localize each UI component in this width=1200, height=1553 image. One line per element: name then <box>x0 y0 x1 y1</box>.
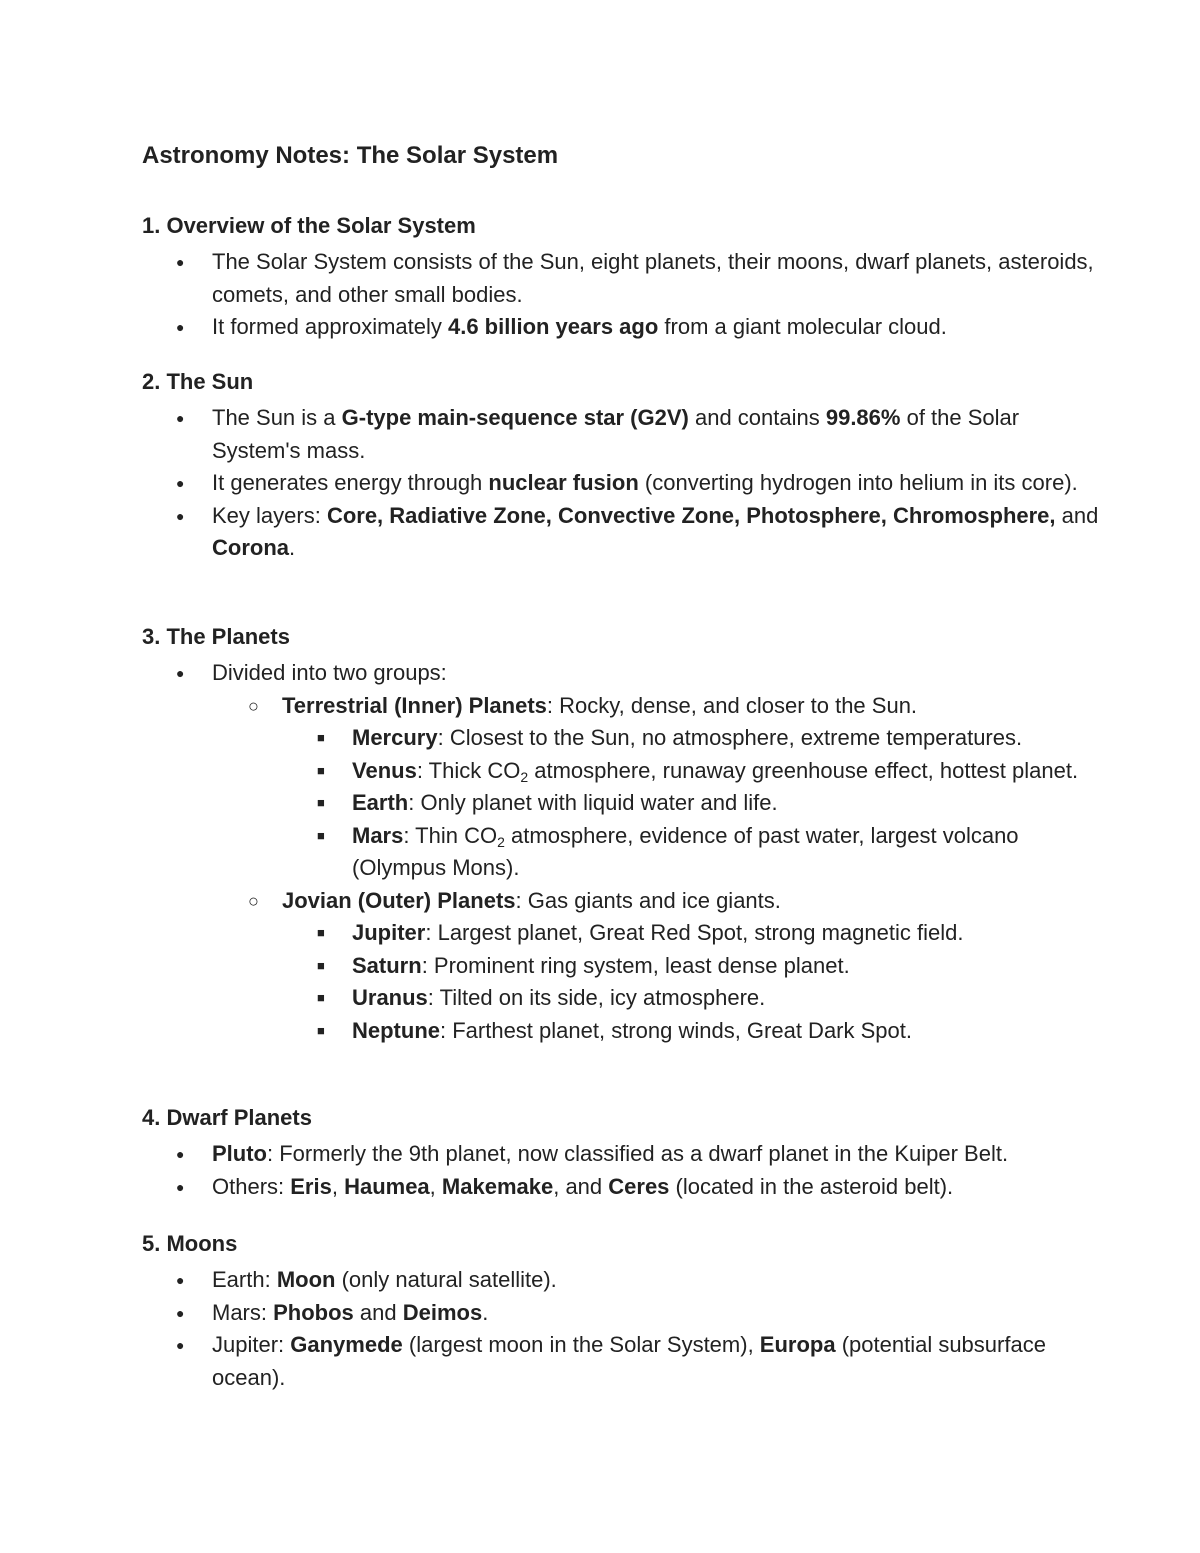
list-item <box>142 500 1102 565</box>
section-overview <box>142 210 1102 344</box>
square-bullet-icon: ■ <box>317 795 325 810</box>
item-keyword: Eris <box>290 1173 332 1199</box>
item-text: and <box>353 1299 403 1325</box>
item-keyword: Jupiter <box>352 920 426 945</box>
bullet-icon: ● <box>176 1272 185 1288</box>
section-the-sun <box>142 366 1102 565</box>
item-keyword: nuclear fusion <box>488 470 639 495</box>
item-keyword: Ganymede <box>290 1332 403 1357</box>
list-item <box>142 885 1102 918</box>
bullet-icon: ● <box>176 1337 185 1353</box>
item-keyword: Core, Radiative Zone, Convective Zone, Photosphere, Chromosphere, <box>326 502 1056 528</box>
item-text: atmosphere, evidence of past water, largest volcano (Olympus Mons). <box>352 822 1019 880</box>
item-text: : Farthest planet, strong winds, Great Dark Spot. <box>440 1017 912 1043</box>
item-text: : Largest planet, Great Red Spot, strong magnetic field. <box>425 920 964 945</box>
square-bullet-icon: ■ <box>317 990 325 1005</box>
item-text: Jupiter: <box>212 1332 291 1357</box>
subscript: 2 <box>520 768 529 785</box>
list-item <box>142 657 1102 690</box>
item-text: . <box>482 1299 489 1325</box>
item-keyword: G-type main-sequence star (G2V) <box>341 405 689 430</box>
list-item <box>142 1264 1102 1297</box>
item-keyword: Venus <box>352 757 417 783</box>
item-keyword: Jovian (Outer) Planets <box>282 887 516 913</box>
list-item <box>142 950 1102 983</box>
circle-bullet-icon: ○ <box>248 890 259 911</box>
item-keyword: Mercury <box>352 725 438 750</box>
item-text: Divided into two groups: <box>212 660 447 685</box>
item-text: . <box>289 535 296 560</box>
item-text: The Sun is a <box>212 405 342 430</box>
section-heading: 1. Overview of the Solar System <box>142 213 476 238</box>
list-item <box>142 917 1102 950</box>
item-keyword: Haumea <box>344 1173 430 1199</box>
item-text: The Solar System consists of the Sun, eight planets, their moons, dwarf planets, asteroids, comets, and other small bodies. <box>212 249 1094 307</box>
item-text: , <box>331 1173 345 1199</box>
list-item <box>142 1171 1102 1204</box>
item-keyword: Corona <box>212 535 289 560</box>
item-text: : Gas giants and ice giants. <box>515 887 781 913</box>
list-item <box>142 311 1102 344</box>
item-text: : Thin CO <box>403 822 498 848</box>
section-moons <box>142 1228 1102 1394</box>
item-text: (converting hydrogen into helium in its core). <box>638 470 1078 495</box>
square-bullet-icon: ■ <box>317 762 325 778</box>
list-item <box>142 755 1102 788</box>
item-keyword: Europa <box>759 1332 836 1357</box>
square-bullet-icon: ■ <box>317 1022 325 1038</box>
list-item <box>142 690 1102 723</box>
list-item <box>142 982 1102 1015</box>
list-item <box>142 1329 1102 1394</box>
section-dwarf-planets <box>142 1102 1102 1203</box>
list-item <box>142 787 1102 820</box>
item-text: : Only planet with liquid water and life. <box>408 790 778 815</box>
item-text: Earth: <box>212 1267 277 1292</box>
bullet-icon: ● <box>176 1178 185 1195</box>
item-keyword: Saturn <box>352 952 422 978</box>
list-item <box>142 1138 1102 1171</box>
item-text: , and <box>553 1173 609 1199</box>
item-keyword: Mars <box>352 822 404 848</box>
item-text: It formed approximately <box>212 314 448 339</box>
item-text: It generates energy through <box>212 470 489 495</box>
subscript: 2 <box>497 833 505 850</box>
circle-bullet-icon: ○ <box>248 695 259 716</box>
item-text: : Closest to the Sun, no atmosphere, extreme temperatures. <box>437 725 1023 750</box>
square-bullet-icon: ■ <box>317 730 325 745</box>
list-item <box>142 402 1102 467</box>
item-keyword: Terrestrial (Inner) Planets <box>282 692 547 718</box>
item-text: : Thick CO <box>416 757 521 783</box>
item-keyword: Pluto <box>212 1141 267 1166</box>
item-text: from a giant molecular cloud. <box>658 314 947 339</box>
bullet-icon: ● <box>176 1146 185 1162</box>
item-text: (largest moon in the Solar System), <box>402 1332 760 1357</box>
item-text: : Formerly the 9th planet, now classified as a dwarf planet in the Kuiper Belt. <box>267 1141 1009 1166</box>
item-text: : Prominent ring system, least dense planet. <box>421 952 850 978</box>
bullet-icon: ● <box>176 1304 185 1321</box>
square-bullet-icon: ■ <box>317 925 325 940</box>
section-heading: 4. Dwarf Planets <box>142 1105 312 1130</box>
section-heading: 3. The Planets <box>142 624 290 649</box>
list-item <box>142 1297 1102 1330</box>
square-bullet-icon: ■ <box>317 957 325 973</box>
bullet-list <box>142 1138 1102 1203</box>
bullet-icon: ● <box>176 475 185 491</box>
item-text: (only natural satellite). <box>335 1267 557 1292</box>
item-keyword: Ceres <box>608 1173 670 1199</box>
item-keyword: 4.6 billion years ago <box>447 314 659 339</box>
list-item <box>142 820 1102 885</box>
item-text: , <box>429 1173 442 1199</box>
item-text: Mars: <box>212 1299 274 1325</box>
list-item <box>142 467 1102 500</box>
item-text: of the Solar System's mass. <box>212 405 1020 463</box>
bullet-icon: ● <box>176 410 185 426</box>
item-text: (located in the asteroid belt). <box>669 1173 954 1199</box>
bullet-list <box>142 246 1102 344</box>
item-keyword: Neptune <box>352 1017 440 1043</box>
list-item <box>142 1015 1102 1048</box>
item-keyword: Uranus <box>352 985 428 1010</box>
bullet-list <box>142 402 1102 565</box>
item-text: (potential subsurface ocean). <box>212 1332 1046 1390</box>
bullet-icon: ● <box>176 507 185 524</box>
bullet-icon: ● <box>176 319 185 335</box>
document-title: Astronomy Notes: The Solar System <box>142 142 559 169</box>
item-keyword: Phobos <box>273 1299 354 1325</box>
item-keyword: Earth <box>352 790 409 815</box>
item-keyword: Makemake <box>441 1173 554 1199</box>
item-text: and <box>1055 502 1099 528</box>
section-heading: 2. The Sun <box>142 369 254 394</box>
item-keyword: Moon <box>276 1267 336 1292</box>
bullet-icon: ● <box>176 254 185 270</box>
section-heading: 5. Moons <box>142 1231 238 1256</box>
bullet-list <box>142 657 1102 1047</box>
section-the-planets <box>142 621 1102 1047</box>
item-keyword: Deimos <box>402 1299 483 1325</box>
bullet-icon: ● <box>176 665 185 681</box>
item-text: Key layers: <box>212 502 327 528</box>
item-text: Others: <box>212 1173 291 1199</box>
list-item <box>142 246 1102 311</box>
item-text: : Rocky, dense, and closer to the Sun. <box>546 692 918 718</box>
item-text: atmosphere, runaway greenhouse effect, hottest planet. <box>528 757 1079 783</box>
item-keyword: 99.86% <box>825 405 901 430</box>
item-text: : Tilted on its side, icy atmosphere. <box>427 985 766 1010</box>
item-text: and contains <box>688 405 826 430</box>
bullet-list <box>142 1264 1102 1394</box>
list-item <box>142 722 1102 755</box>
square-bullet-icon: ■ <box>317 827 325 843</box>
